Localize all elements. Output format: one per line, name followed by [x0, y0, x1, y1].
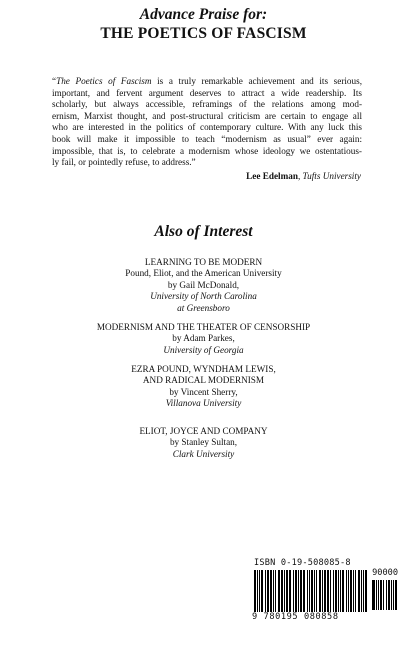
book-affiliation: at Greensboro [177, 302, 230, 313]
barcode-bar [386, 580, 387, 610]
book-title: ELIOT, JOYCE AND COMPANY [139, 426, 268, 436]
barcode-bar [319, 570, 321, 612]
book-entry [0, 322, 407, 356]
barcode-bar [298, 570, 299, 612]
quote-line: impossible, that is, to celebrate a modernism whose ideology we ostentatious- [52, 145, 362, 156]
barcode-bar [281, 570, 283, 612]
barcode-bar [254, 570, 256, 612]
quote-line: book will make it impossible to teach “modernism as usual” ever again: [52, 133, 362, 144]
quote-book-title: The Poetics of Fascism [56, 76, 152, 86]
ean-digits: 9 780195 080858 [252, 612, 339, 622]
book-line: Pound, Eliot, and the American University [125, 268, 282, 279]
barcode-bar [275, 570, 276, 612]
praise-quote [52, 76, 362, 169]
barcode-bar [261, 570, 263, 612]
barcode-bar [363, 570, 364, 612]
quote-attribution [246, 171, 361, 181]
barcode-bar [314, 570, 315, 612]
barcode-bar [259, 570, 260, 612]
book-entry [0, 364, 407, 410]
barcode-bar [324, 570, 326, 612]
barcode-bar [265, 570, 266, 612]
book-line: by Gail McDonald, [167, 279, 240, 290]
barcode-bar [376, 580, 377, 610]
barcode-bar [340, 570, 341, 612]
quote-line: who are interested in the politics of contemporary culture. With any luck this [52, 122, 362, 133]
barcode-bar [355, 570, 356, 612]
barcode-bar [342, 570, 344, 612]
barcode-bar [350, 570, 352, 612]
quote-line: ernism, Marxist thought, and post-structural criticism are certain to engage all [52, 110, 362, 121]
price-code-bars [370, 580, 398, 610]
barcode-bar [358, 570, 360, 612]
book-affiliation: University of Georgia [163, 344, 244, 355]
book-line: by Stanley Sultan, [169, 437, 238, 448]
attribution-separator: , [297, 171, 303, 181]
attribution-institution: Tufts University [302, 171, 361, 181]
barcode-bar [383, 580, 384, 610]
barcode-bar [330, 570, 331, 612]
praise-header [0, 6, 407, 44]
book-line: AND RADICAL MODERNISM [142, 375, 265, 386]
barcode-bar [395, 580, 397, 610]
barcode-bar [311, 570, 313, 612]
barcode-bars [252, 570, 368, 612]
barcode-bar [333, 570, 334, 612]
barcode-bar [284, 570, 285, 612]
barcode-bar [289, 570, 291, 612]
book-line: by Vincent Sherry, [169, 386, 238, 397]
quote-line: scholarly, but always accessible, reframings of the relations among mod- [52, 99, 362, 110]
attribution-name: Lee Edelman [246, 171, 298, 181]
barcode-bar [257, 570, 258, 612]
barcode-bar [378, 580, 379, 610]
barcode-bar [293, 570, 294, 612]
barcode-bar [278, 570, 280, 612]
isbn-barcode [252, 558, 398, 622]
quote-line: ly fail, or pointedly refuse, to address.” [52, 157, 196, 168]
also-of-interest-heading: Also of Interest [154, 223, 253, 240]
barcode-bar [270, 570, 272, 612]
barcode-bar [338, 570, 339, 612]
barcode-bar [307, 570, 308, 612]
praise-heading: Advance Praise for: [139, 6, 268, 23]
barcode-bar [335, 570, 337, 612]
isbn-text: ISBN 0-19-508085-8 [254, 558, 351, 568]
barcode-bar [286, 570, 288, 612]
book-affiliation: Clark University [172, 448, 235, 459]
book-line: by Adam Parkes, [172, 333, 235, 344]
barcode-bar [348, 570, 349, 612]
quote-line: important, and fervent argument deserves to attract a wide readership. Its [52, 87, 362, 98]
barcode-bar [327, 570, 329, 612]
book-title: MODERNISM AND THE THEATER OF CENSORSHIP [96, 322, 311, 332]
barcode-bar [316, 570, 317, 612]
barcode-bar [295, 570, 297, 612]
barcode-bar [393, 580, 394, 610]
price-code: 90000 [372, 568, 398, 578]
barcode-bar [303, 570, 305, 612]
book-affiliation: University of North Carolina [150, 291, 257, 302]
book-entry [0, 426, 407, 460]
barcode-bar [361, 570, 362, 612]
book-title: THE POETICS OF FASCISM [100, 25, 307, 42]
barcode-bar [353, 570, 354, 612]
barcode-bar [365, 570, 367, 612]
barcode-bar [372, 580, 375, 610]
barcode-bar [322, 570, 323, 612]
barcode-bar [380, 580, 382, 610]
book-affiliation: Villanova University [165, 398, 242, 409]
barcode-bar [300, 570, 302, 612]
barcode-bar [267, 570, 269, 612]
book-entry [0, 257, 407, 314]
book-title: LEARNING TO BE MODERN [144, 257, 263, 267]
quote-line: “The Poetics of Fascism is a truly remarkable achievement and its serious, [52, 76, 362, 86]
barcode-bar [309, 570, 310, 612]
barcode-bar [388, 580, 390, 610]
book-title: EZRA POUND, WYNDHAM LEWIS, [131, 364, 276, 374]
barcode-bar [391, 580, 392, 610]
barcode-bar [346, 570, 347, 612]
barcode-bar [273, 570, 274, 612]
